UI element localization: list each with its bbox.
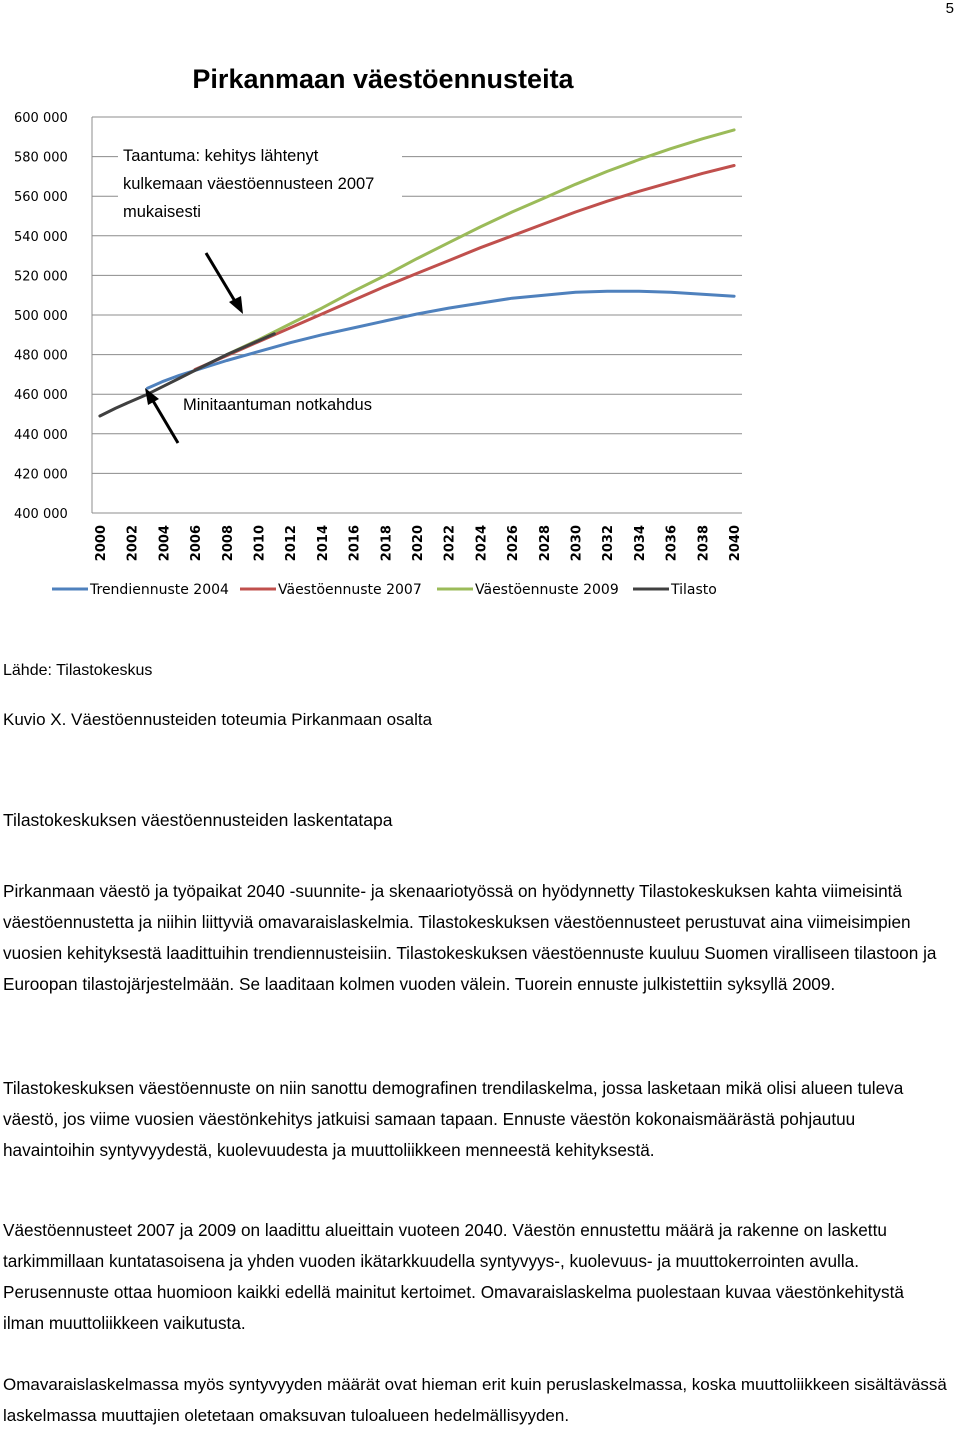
y-tick-label: 400 000 <box>14 507 68 522</box>
x-tick-label: 2038 <box>696 525 712 562</box>
page-number: 5 <box>945 0 954 17</box>
paragraph-1: Pirkanmaan väestö ja työpaikat 2040 -suunnite- ja skenaariotyössä on hyödynnetty Tilastokeskuksen kahta viimeisintä väestöennustetta ja niihin liittyviä omavaraislaskelmia. Tilastokeskuksen väestöennusteet perustuvat aina viimeisimpien vuosien kehityksestä laadittuihin trendiennusteisiin. Tilastokeskuksen väestöennuste kuuluu Suomen viralliseen tilastoon ja Euroopan tilastojärjestelmään. Se laaditaan kolmen vuoden välein. Tuorein ennuste julkistettiin syksyllä 2009. <box>3 881 937 994</box>
x-tick-label: 2026 <box>506 525 522 562</box>
x-tick-label: 2018 <box>379 525 395 562</box>
annotation-recession-line-2: kulkemaan väestöennusteen 2007 <box>123 175 375 193</box>
y-tick-label: 520 000 <box>14 269 68 285</box>
legend-label: Trendiennuste 2004 <box>90 582 229 598</box>
x-axis-ticks <box>94 525 743 561</box>
paragraph-2: Tilastokeskuksen väestöennuste on niin sanottu demografinen trendilaskelma, jossa lasketaan mikä olisi alueen tuleva väestö, jos viime vuosien väestönkehitys jatkuisi samaan tapaan. Ennuste väestön kokonaismäärästä pohjautuu havaintoihin syntyvyydestä, kuolevuudesta ja muuttoliikkeen menneestä kehityksestä. <box>3 1078 904 1160</box>
legend-label: Väestöennuste 2007 <box>278 582 422 598</box>
x-tick-label: 2002 <box>125 525 141 562</box>
x-tick-label: 2036 <box>664 525 680 562</box>
chart-title: Pirkanmaan väestöennusteita <box>192 64 574 94</box>
y-tick-label: 480 000 <box>14 348 68 364</box>
y-tick-label: 600 000 <box>14 111 68 126</box>
x-tick-label: 2022 <box>442 525 458 562</box>
source-note: Lähde: Tilastokeskus <box>3 662 153 679</box>
paragraph-3: Väestöennusteet 2007 ja 2009 on laadittu alueittain vuoteen 2040. Väestön ennustettu määrä ja rakenne on laskettu tarkimmillaan kuntatasoisena ja yhden vuoden ikätarkkuudella syntyvyys-, kuolevuus- ja muuttokerrointen avulla. Perusennuste ottaa huomioon kaikki edellä mainitut kertoimet. Omavaraislaskelma puolestaan kuvaa väestönkehitystä ilman muuttoliikkeen vaikutusta. <box>3 1220 904 1333</box>
paragraph-4: Omavaraislaskelmassa myös syntyvyyden määrät ovat hieman erit kuin peruslaskelmassa, koska muuttoliikkeen sisältävässä laskelmassa muuttajien oletetaan omaksuvan tuloalueen hedelmällisyyden. <box>3 1375 947 1425</box>
x-tick-label: 2032 <box>601 525 617 562</box>
y-tick-label: 560 000 <box>14 190 68 206</box>
y-tick-label: 440 000 <box>14 427 68 443</box>
y-tick-label: 500 000 <box>14 309 68 324</box>
x-tick-label: 2020 <box>411 525 426 562</box>
chart-legend <box>52 582 717 598</box>
x-tick-label: 2034 <box>632 525 648 562</box>
x-tick-label: 2028 <box>537 525 553 562</box>
x-tick-label: 2004 <box>157 525 173 562</box>
x-tick-label: 2016 <box>347 525 363 562</box>
x-tick-label: 2010 <box>252 525 268 562</box>
legend-label: Tilasto <box>671 582 717 598</box>
y-tick-label: 420 000 <box>14 467 68 483</box>
section-heading: Tilastokeskuksen väestöennusteiden laskentatapa <box>3 810 393 830</box>
x-tick-label: 2000 <box>93 525 109 562</box>
legend-label: Väestöennuste 2009 <box>475 582 619 598</box>
figure-caption: Kuvio X. Väestöennusteiden toteumia Pirkanmaan osalta <box>3 710 433 729</box>
annotation-arrowhead-recession <box>229 296 243 314</box>
x-tick-label: 2024 <box>474 525 490 562</box>
annotation-recession-line-3: mukaisesti <box>123 203 201 221</box>
x-tick-label: 2008 <box>220 525 236 562</box>
y-tick-label: 580 000 <box>14 150 68 166</box>
x-tick-label: 2040 <box>728 525 744 562</box>
x-tick-label: 2012 <box>284 525 300 562</box>
y-tick-label: 540 000 <box>14 229 68 245</box>
y-tick-label: 460 000 <box>14 388 68 404</box>
annotation-recession-line-1: Taantuma: kehitys lähtenyt <box>123 147 319 165</box>
y-axis-ticks <box>14 111 68 522</box>
annotations <box>118 138 402 443</box>
x-tick-label: 2030 <box>569 525 585 562</box>
population-forecast-chart <box>0 50 960 610</box>
x-tick-label: 2014 <box>315 525 331 562</box>
x-tick-label: 2006 <box>189 525 205 562</box>
annotation-mini-recession: Minitaantuman notkahdus <box>183 396 372 414</box>
